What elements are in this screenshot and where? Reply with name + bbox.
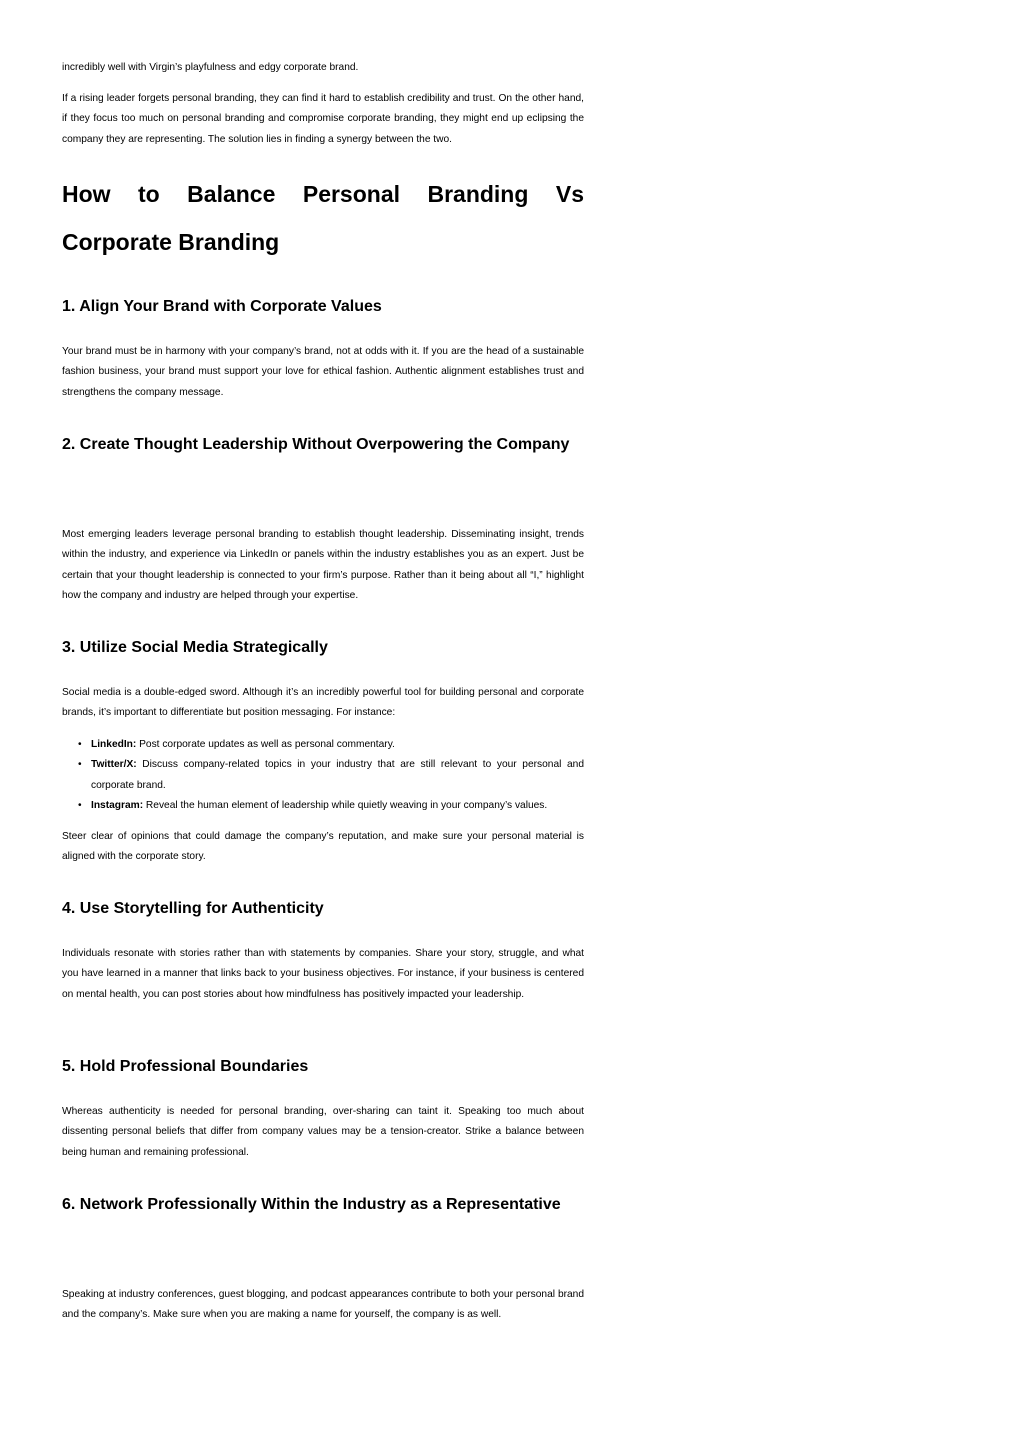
list-item-text: Post corporate updates as well as personal commentary. <box>136 739 395 750</box>
intro-paragraph-2: If a rising leader forgets personal branding, they can find it hard to establish credibility and trust. On the other hand, if they focus too much on personal branding and compromise corporate branding, they might end up eclipsing the company they are representing. The solution lies in finding a synergy between the two. <box>62 93 584 145</box>
list-item-label: LinkedIn: <box>91 739 137 750</box>
list-item-text: Discuss company-related topics in your industry that are still relevant to your personal and corporate brand. <box>91 759 584 791</box>
section-text-6: Speaking at industry conferences, guest blogging, and podcast appearances contribute to both your personal brand and the company’s. Make sure when you are making a name for yourself, the company is as well. <box>62 1289 584 1321</box>
list-item <box>78 735 584 755</box>
section-heading-1: 1. Align Your Brand with Corporate Values <box>62 298 382 315</box>
section-text-2: Most emerging leaders leverage personal branding to establish thought leadership. Disseminating insight, trends within the industry, and experience via LinkedIn or panels within the industry establishes you as an expert. Just be certain that your thought leadership is connected to your firm’s purpose. Rather than it being about all “I,” highlight how the company and industry are helped through your expertise. <box>62 529 584 602</box>
section-text-3: Social media is a double-edged sword. Although it’s an incredibly powerful tool for building personal and corporate brands, it’s important to differentiate but position messaging. For instance: <box>62 687 584 719</box>
bullet-icon: • <box>78 739 82 750</box>
list-item <box>78 796 584 816</box>
section-heading-5: 5. Hold Professional Boundaries <box>62 1058 309 1075</box>
list-item-label: Twitter/X: <box>91 759 137 771</box>
section-heading-2: 2. Create Thought Leadership Without Overpowering the Company <box>62 436 570 453</box>
section-text-1: Your brand must be in harmony with your company’s brand, not at odds with it. If you are the head of a sustainable fashion business, your brand must support your love for ethical fashion. Authentic alignment establishes trust and strengthens the company message. <box>62 346 584 398</box>
list-item-label: Instagram: <box>91 800 144 812</box>
section-heading-6: 6. Network Professionally Within the Industry as a Representative <box>62 1196 561 1213</box>
bullet-icon: • <box>78 759 82 771</box>
section-text-5: Whereas authenticity is needed for personal branding, over-sharing can taint it. Speaking too much about dissenting personal beliefs that differ from company values may be a tension-creator. Strike a balance between being human and remaining professional. <box>62 1106 584 1158</box>
list-item-text: Reveal the human element of leadership while quietly weaving in your company’s values. <box>143 800 548 812</box>
bullet-icon: • <box>78 800 82 812</box>
section-heading-4: 4. Use Storytelling for Authenticity <box>62 900 324 917</box>
section-text-4: Individuals resonate with stories rather than with statements by companies. Share your story, struggle, and what you have learned in a manner that links back to your business objectives. For instance, if your business is centered on mental health, you can post stories about how mindfulness has positively impacted your leadership. <box>62 948 584 1000</box>
section-heading-3: 3. Utilize Social Media Strategically <box>62 639 328 656</box>
intro-paragraph-1: incredibly well with Virgin’s playfulness and edgy corporate brand. <box>62 62 359 73</box>
social-media-list <box>62 735 584 817</box>
list-item <box>78 755 584 796</box>
section-text-3-after: Steer clear of opinions that could damage the company’s reputation, and make sure your personal material is aligned with the corporate story. <box>62 831 584 863</box>
main-heading: How to Balance Personal Branding Vs Corporate Branding <box>62 181 584 255</box>
